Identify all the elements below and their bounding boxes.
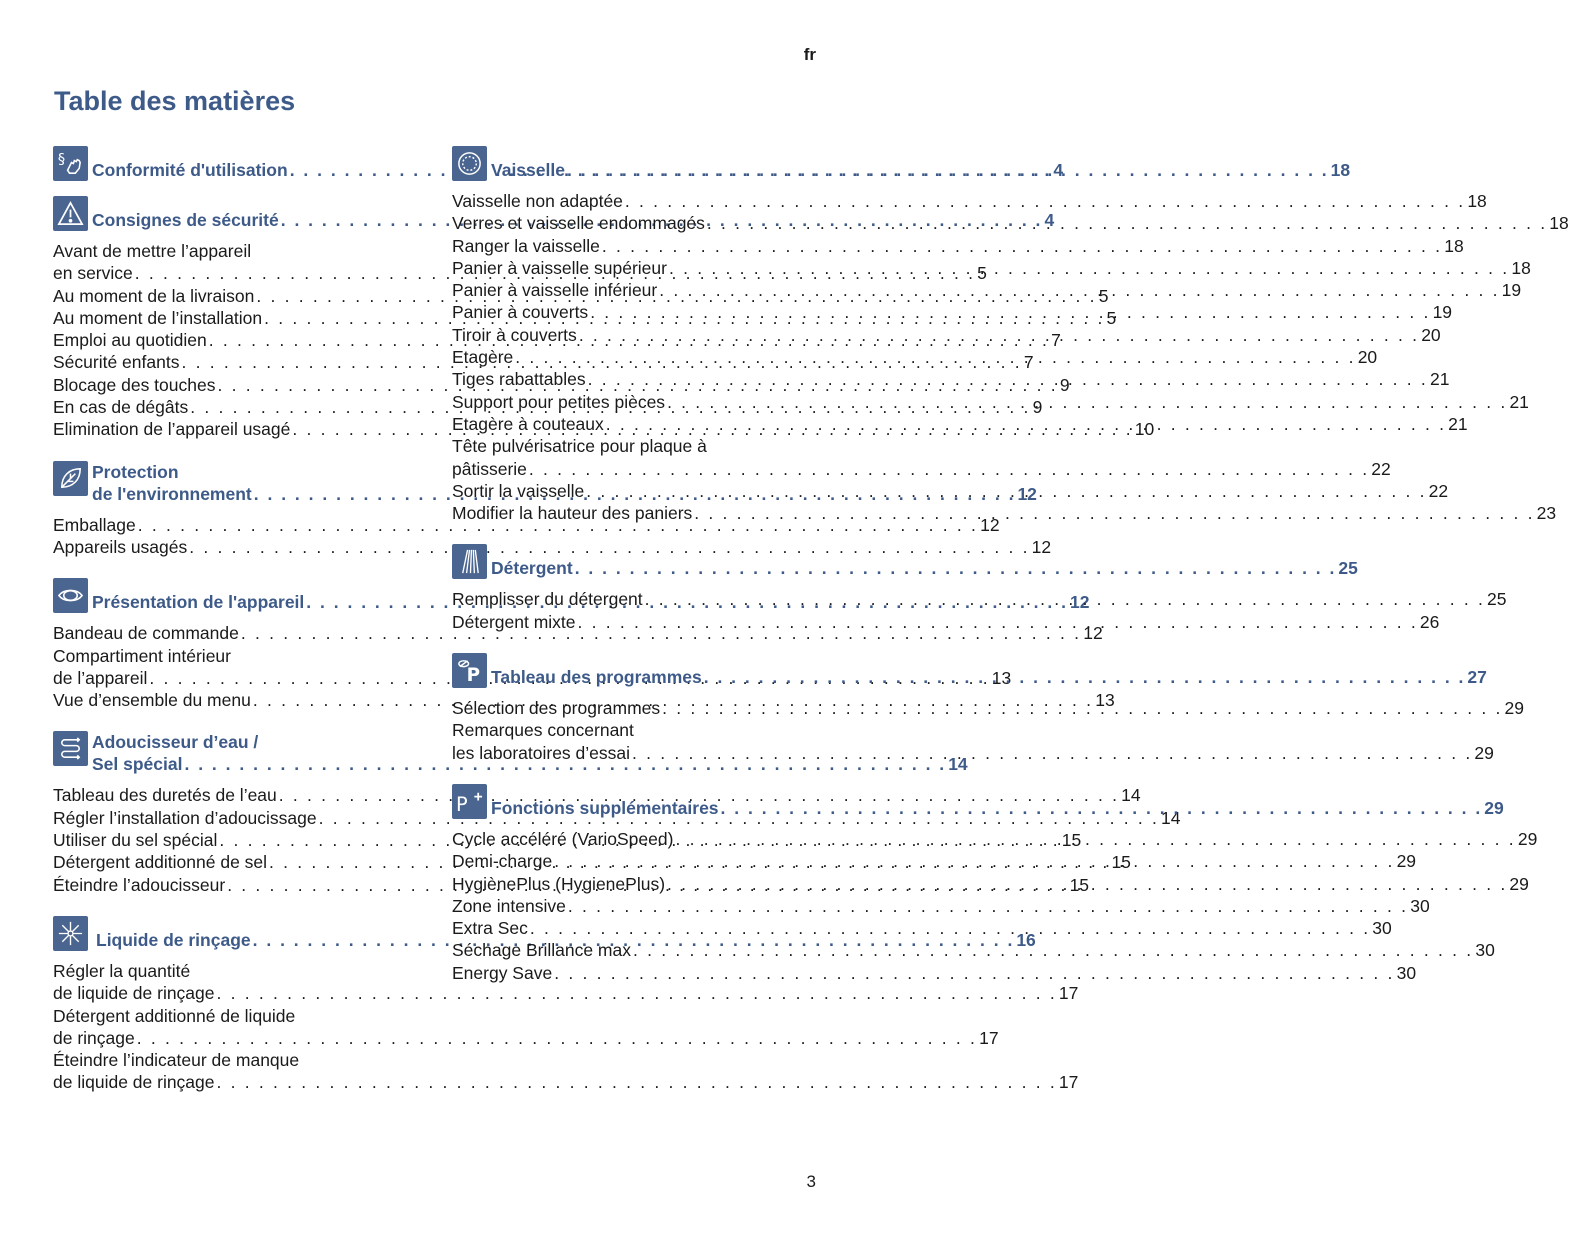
toc-entry-page: 21 — [1509, 391, 1529, 412]
leader-dots — [530, 917, 1370, 939]
toc-entry-text: Elimination de l’appareil usagé — [53, 419, 291, 440]
toc-entry-text: Au moment de l’installation — [53, 307, 263, 328]
toc-entry-text: Au moment de la livraison — [53, 285, 255, 306]
toc-heading-link[interactable]: Protection de l'environnement . . . 12 — [92, 461, 1037, 505]
toc-entry-text: Extra Sec — [452, 918, 528, 939]
toc-entry-page: 19 — [1501, 280, 1522, 301]
toc-entry-text: Tableau des duretés de l’eau — [53, 785, 277, 806]
toc-entry-page: 12 — [1031, 536, 1052, 557]
toc-entry-text: Vaisselle non adaptée — [452, 191, 623, 211]
warning-triangle-icon — [53, 196, 88, 231]
leader-dots — [707, 212, 1547, 234]
leader-dots — [554, 962, 1394, 984]
toc-entry-text: de rinçage — [53, 1027, 135, 1048]
toc-entry-page: 26 — [1419, 611, 1440, 632]
leader-dots — [568, 895, 1408, 917]
p-plus-icon — [452, 784, 487, 819]
leader-dots — [694, 502, 1534, 524]
toc-entry[interactable] — [53, 536, 1052, 558]
toc-entry-page: 29 — [1509, 873, 1529, 894]
toc-entry-text: les laboratoires d’essai — [452, 742, 631, 763]
toc-entry-text: Zone intensive — [452, 895, 566, 916]
toc-heading-link[interactable]: Présentation de l'appareil . . . 12 — [92, 591, 1089, 613]
leader-dots — [529, 458, 1369, 480]
leader-dots — [669, 257, 1509, 279]
toc-entry-text: en service — [53, 263, 133, 284]
toc-entry-text: de liquide de rinçage — [53, 983, 215, 1004]
leader-dots — [645, 588, 1485, 610]
toc-heading-link[interactable]: Consignes de sécurité . . . 4 — [92, 209, 1054, 231]
toc-entry-text: Etagère — [452, 347, 514, 368]
toc-entry-page: 21 — [1429, 369, 1450, 390]
toc-entry-page: 29 — [1474, 742, 1494, 763]
leader-dots — [662, 697, 1502, 719]
leader-dots — [137, 1027, 977, 1049]
svg-text:P: P — [466, 665, 481, 687]
language-code: fr — [803, 45, 816, 64]
toc-entry[interactable] — [452, 917, 1392, 939]
toc-entry-page: 18 — [1467, 191, 1487, 211]
toc-entry-page: 12 — [1083, 623, 1103, 644]
toc-entry-text: Détergent additionné de sel — [53, 852, 268, 873]
toc-entry-page: 30 — [1372, 918, 1392, 939]
leader-dots — [217, 1071, 1057, 1093]
toc-entry-text: Ranger la vaisselle — [452, 235, 600, 256]
toc-entry-page: 5 — [1106, 307, 1117, 328]
toc-heading-link[interactable]: Adoucisseur d’eau / Sel spécial . . . 14 — [92, 731, 968, 775]
toc-entry-page: 17 — [979, 1027, 999, 1048]
toc-entry[interactable] — [452, 324, 1441, 346]
toc-entry[interactable] — [452, 368, 1450, 390]
svg-text:§: § — [57, 151, 66, 168]
toc-entry[interactable] — [53, 960, 416, 982]
toc-entry[interactable] — [452, 962, 1417, 984]
toc-entry-text: Détergent mixte — [452, 611, 576, 632]
water-softener-icon — [53, 731, 88, 766]
toc-entry-page: 9 — [1059, 374, 1070, 395]
toc-entry-page: 17 — [1058, 1072, 1079, 1093]
toc-entry-text: Détergent additionné de liquide — [53, 1005, 296, 1026]
toc-entry-page: 25 — [1487, 589, 1507, 610]
toc-entry-text: Éteindre l’adoucisseur — [53, 874, 226, 895]
toc-entry-text: Tiroir à couverts — [452, 324, 577, 345]
leader-dots — [606, 413, 1446, 435]
toc-entry-page: 23 — [1536, 503, 1557, 524]
toc-entry[interactable] — [452, 346, 1378, 368]
toc-entry-text: Sécurité enfants — [53, 352, 180, 373]
toc-entry-page: 12 — [980, 514, 1000, 535]
toc-entry-page: 15 — [1069, 874, 1090, 895]
toc-entry-text: Séchage Brillance max — [452, 940, 631, 961]
rinse-aid-sparkle-icon — [53, 916, 88, 951]
toc-entry-page: 13 — [991, 667, 1012, 688]
toc-entry[interactable] — [53, 622, 1103, 644]
toc-entry[interactable] — [452, 502, 1557, 524]
toc-entry-page: 30 — [1475, 940, 1495, 961]
toc-entry[interactable] — [452, 742, 1494, 764]
leader-dots — [515, 346, 1355, 368]
toc-entry-text: Régler l’installation d’adoucissage — [53, 807, 317, 828]
toc-entry-page: 5 — [977, 263, 987, 284]
toc-entry[interactable] — [452, 435, 815, 457]
toc-entry[interactable] — [53, 1005, 416, 1027]
toc-entry[interactable] — [452, 480, 1449, 502]
toc-entry-page: 18 — [1511, 257, 1531, 278]
toc-entry-text: Emballage — [53, 514, 136, 535]
leader-dots — [586, 480, 1426, 502]
leader-dots — [667, 391, 1507, 413]
toc-entry[interactable] — [452, 719, 815, 741]
leader-dots — [667, 873, 1507, 895]
toc-entry-page: 15 — [1061, 830, 1082, 851]
toc-entry-text: Régler la quantité — [53, 960, 191, 981]
toc-entry-text: Demi-charge — [452, 851, 553, 872]
toc-heading-link[interactable]: Tableau des programmes . . . 27 — [491, 666, 1487, 688]
toc-entry-page: 21 — [1448, 413, 1468, 434]
toc-entry-text: Modifier la hauteur des paniers — [452, 503, 693, 524]
toc-entry-text: Compartiment intérieur — [53, 645, 231, 666]
toc-entry-page: 5 — [1098, 285, 1109, 306]
leader-dots — [578, 611, 1418, 633]
toc-entry[interactable] — [452, 611, 1440, 633]
toc-entry-page: 19 — [1432, 302, 1453, 323]
toc-entry-page: 22 — [1428, 480, 1449, 501]
toc-entry[interactable] — [53, 1071, 1079, 1093]
leaf-icon — [53, 461, 88, 496]
leader-dots — [625, 190, 1465, 212]
toc-entry-text: Avant de mettre l’appareil — [53, 241, 252, 261]
toc-entry-text: Tête pulvérisatrice pour plaque à — [452, 436, 707, 457]
toc-entry-page: 9 — [1032, 397, 1043, 418]
dish-plate-icon — [452, 146, 487, 181]
toc-entry-text: Verres et vaisselle endommagés — [452, 213, 705, 234]
toc-entry[interactable] — [452, 279, 1522, 301]
program-p-icon — [452, 653, 487, 688]
toc-entry-text: Éteindre l’indicateur de manque — [53, 1050, 300, 1071]
toc-entry-page: 20 — [1421, 324, 1441, 345]
toc-entry[interactable] — [452, 257, 1531, 279]
leader-dots — [632, 742, 1472, 764]
page-number: 3 — [806, 1172, 816, 1191]
toc-entry[interactable] — [452, 391, 1529, 413]
leader-dots — [579, 324, 1419, 346]
toc-entry-page: 13 — [1095, 690, 1115, 711]
svg-text:P: P — [455, 793, 468, 817]
toc-heading-link[interactable]: Fonctions supplémentaires . . . 29 — [491, 797, 1504, 819]
leader-dots — [588, 368, 1428, 390]
toc-entry-text: Utiliser du sel spécial — [53, 830, 218, 851]
toc-entry[interactable] — [452, 458, 1391, 480]
toc-entry-text: pâtisserie — [452, 458, 527, 479]
leader-dots — [659, 279, 1499, 301]
toc-entry-text: Vue d’ensemble du menu — [53, 690, 251, 711]
toc-entry-page: 7 — [1051, 330, 1061, 351]
toc-entry-text: Support pour petites pièces — [452, 391, 666, 412]
toc-entry-text: Energy Save — [452, 962, 553, 983]
toc-entry[interactable] — [53, 807, 1181, 829]
eye-icon — [53, 578, 88, 613]
toc-entry[interactable] — [53, 645, 416, 667]
toc-entry-text: Blocage des touches — [53, 374, 216, 395]
toc-entry[interactable] — [53, 982, 1079, 1004]
leader-dots — [633, 939, 1473, 961]
toc-entry-text: Remplisser du détergent — [452, 589, 643, 610]
toc-entry-text: Bandeau de commande — [53, 623, 239, 644]
toc-entry-text: HygiènePlus (HygienePlus) — [452, 873, 666, 894]
toc-entry-page: 10 — [1134, 419, 1155, 440]
toc-entry-page: 14 — [1121, 785, 1141, 806]
toc-entry-text: de liquide de rinçage — [53, 1072, 215, 1093]
toc-entry-text: En cas de dégâts — [53, 397, 189, 418]
leader-dots — [217, 982, 1057, 1004]
toc-entry[interactable] — [53, 1049, 416, 1071]
toc-entry-text: Etagère à couteaux — [452, 413, 604, 434]
paragraph-hand-icon — [53, 146, 88, 181]
leader-dots — [675, 828, 1515, 850]
toc-entry[interactable] — [452, 190, 1487, 212]
toc-heading-link[interactable]: Liquide de rinçage . . . 16 — [92, 929, 1036, 951]
toc-entry[interactable] — [452, 895, 1430, 917]
toc-entry-page: 20 — [1357, 347, 1378, 368]
leader-dots — [602, 235, 1442, 257]
toc-entry-text: Emploi au quotidien — [53, 330, 207, 351]
toc-entry-text: Sortir la vaisselle — [452, 480, 585, 501]
toc-entry-page: 30 — [1410, 895, 1430, 916]
page-title: Table des matières — [54, 86, 296, 116]
toc-entry-page: 18 — [1549, 213, 1569, 234]
toc-entry-page: 15 — [1111, 852, 1131, 873]
toc-entry[interactable] — [53, 514, 1000, 536]
toc-entry-page: 7 — [1023, 352, 1034, 373]
toc-entry-text: de l’appareil — [53, 667, 148, 688]
toc-entry-page: 30 — [1396, 962, 1417, 983]
toc-entry-page: 18 — [1444, 235, 1464, 256]
toc-entry-text: Panier à vaisselle inférieur — [452, 280, 658, 301]
toc-entry-text: Cycle accéléré (VarioSpeed) — [452, 828, 674, 849]
toc-entry-page: 22 — [1371, 458, 1391, 479]
toc-entry-text: Tiges rabattables — [452, 369, 586, 390]
leader-dots — [590, 301, 1430, 323]
toc-entry[interactable] — [53, 784, 1141, 806]
toc-entry-page: 17 — [1058, 983, 1079, 1004]
toc-entry[interactable] — [452, 235, 1464, 257]
toc-entry-text: Sélection des programmes — [452, 698, 661, 719]
toc-entry[interactable] — [452, 301, 1453, 323]
toc-entry-page: 14 — [1161, 807, 1181, 828]
toc-entry[interactable] — [452, 939, 1495, 961]
toc-entry-text: Appareils usagés — [53, 536, 188, 557]
toc-entry-page: 29 — [1504, 698, 1525, 719]
leader-dots — [554, 850, 1394, 872]
toc-entry-text: Panier à vaisselle supérieur — [452, 257, 667, 278]
toc-heading-link[interactable]: Détergent . . . 25 — [491, 557, 1358, 579]
toc-entry[interactable] — [53, 1027, 999, 1049]
toc-heading-link[interactable]: Conformité d'utilisation . . . 4 — [92, 159, 1063, 181]
toc-entry-page: 29 — [1517, 828, 1538, 849]
toc-heading-link[interactable]: Vaisselle . . . 18 — [491, 159, 1350, 181]
toc-entry-page: 29 — [1396, 851, 1417, 872]
toc-entry-text: Panier à couverts — [452, 302, 589, 323]
toc-entry-text: Remarques concernant — [452, 720, 634, 741]
detergent-icon — [452, 544, 487, 579]
toc-entry[interactable] — [53, 240, 416, 262]
